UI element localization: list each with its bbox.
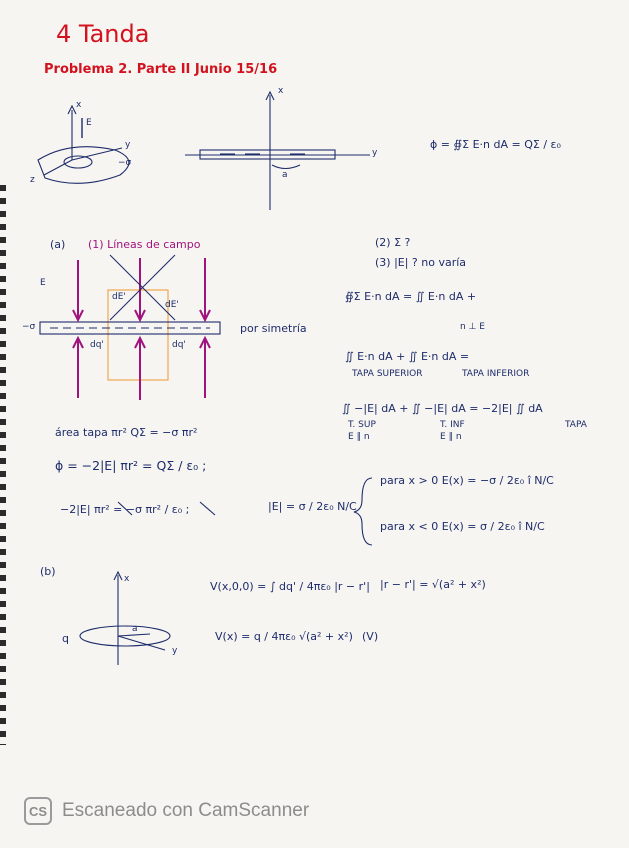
magnitude-result: |E| = σ / 2ε₀ N/C xyxy=(268,500,357,513)
ring-y-label: y xyxy=(172,646,178,656)
field-e-label: E xyxy=(86,118,92,128)
dq-label-2: dq' xyxy=(172,340,186,350)
sigma-label: −σ xyxy=(118,158,132,168)
ring-x-label: x xyxy=(124,574,130,584)
radius-a-label: a xyxy=(132,624,138,634)
part-a-heading: (a) xyxy=(50,238,66,251)
distance-expression: |r − r'| = √(a² + x²) xyxy=(380,578,486,591)
axis-y-label: y xyxy=(125,140,131,150)
potential-result: V(x) = q / 4πε₀ √(a² + x²) xyxy=(215,630,353,643)
area-line: área tapa πr² QΣ = −σ πr² xyxy=(55,426,198,439)
camscanner-watermark xyxy=(24,797,309,825)
page-title: 4 Tanda xyxy=(56,20,150,48)
t-inf-label: T. INF xyxy=(440,420,465,430)
surface-question: (2) Σ ? xyxy=(375,236,411,249)
plane-y-label: y xyxy=(372,148,378,158)
de-label-2: dE' xyxy=(165,300,179,310)
problem-subtitle: Problema 2. Parte II Junio 15/16 xyxy=(44,62,278,77)
sigma-label-a: −σ xyxy=(22,322,36,332)
caps-equation: ∬ E·n dA + ∬ E·n dA = xyxy=(345,350,470,363)
axis-x-label: x xyxy=(76,100,82,110)
symmetry-note: por simetría xyxy=(240,322,307,335)
e-parallel-n-1: E ∥ n xyxy=(348,432,370,442)
case-x-positive: para x > 0 E(x) = −σ / 2ε₀ î N/C xyxy=(380,474,554,487)
de-label-1: dE' xyxy=(112,292,126,302)
camscanner-text: Escaneado con CamScanner xyxy=(62,800,310,821)
flux-split: ∯Σ E·n dA = ∬ E·n dA + xyxy=(345,290,477,303)
case-x-negative: para x < 0 E(x) = σ / 2ε₀ î N/C xyxy=(380,520,545,533)
axis-z-label: z xyxy=(30,175,35,185)
charge-q-label: q xyxy=(62,632,69,645)
part-b-heading: (b) xyxy=(40,565,56,578)
flux-equation: ɸ = −2|E| πr² = QΣ / ε₀ ; xyxy=(55,458,207,473)
e-parallel-n-2: E ∥ n xyxy=(440,432,462,442)
camscanner-logo: CS xyxy=(24,797,52,825)
potential-unit: (V) xyxy=(362,630,379,643)
potential-definition: V(x,0,0) = ∫ dq' / 4πε₀ |r − r'| xyxy=(210,580,370,593)
magnitudes-equation: ∬ −|E| dA + ∬ −|E| dA = −2|E| ∬ dA xyxy=(342,402,543,415)
dq-label-1: dq' xyxy=(90,340,104,350)
tapa-label: TAPA xyxy=(565,420,587,430)
field-lines-heading: (1) Líneas de campo xyxy=(88,238,201,251)
plane-a-label: a xyxy=(282,170,288,180)
n-perp-e: n ⊥ E xyxy=(460,322,485,332)
field-e-label-a: E xyxy=(40,278,46,288)
cap-bottom-label: TAPA INFERIOR xyxy=(462,369,530,379)
t-sup-label: T. SUP xyxy=(348,420,376,430)
gauss-law-equation: ɸ = ∯Σ E·n dA = QΣ / ε₀ xyxy=(430,138,561,151)
magnitude-question: (3) |E| ? no varía xyxy=(375,256,467,269)
flux-equation-2: −2|E| πr² = −σ πr² / ε₀ ; xyxy=(60,503,190,516)
plane-x-label: x xyxy=(278,86,284,96)
cap-top-label: TAPA SUPERIOR xyxy=(352,369,423,379)
